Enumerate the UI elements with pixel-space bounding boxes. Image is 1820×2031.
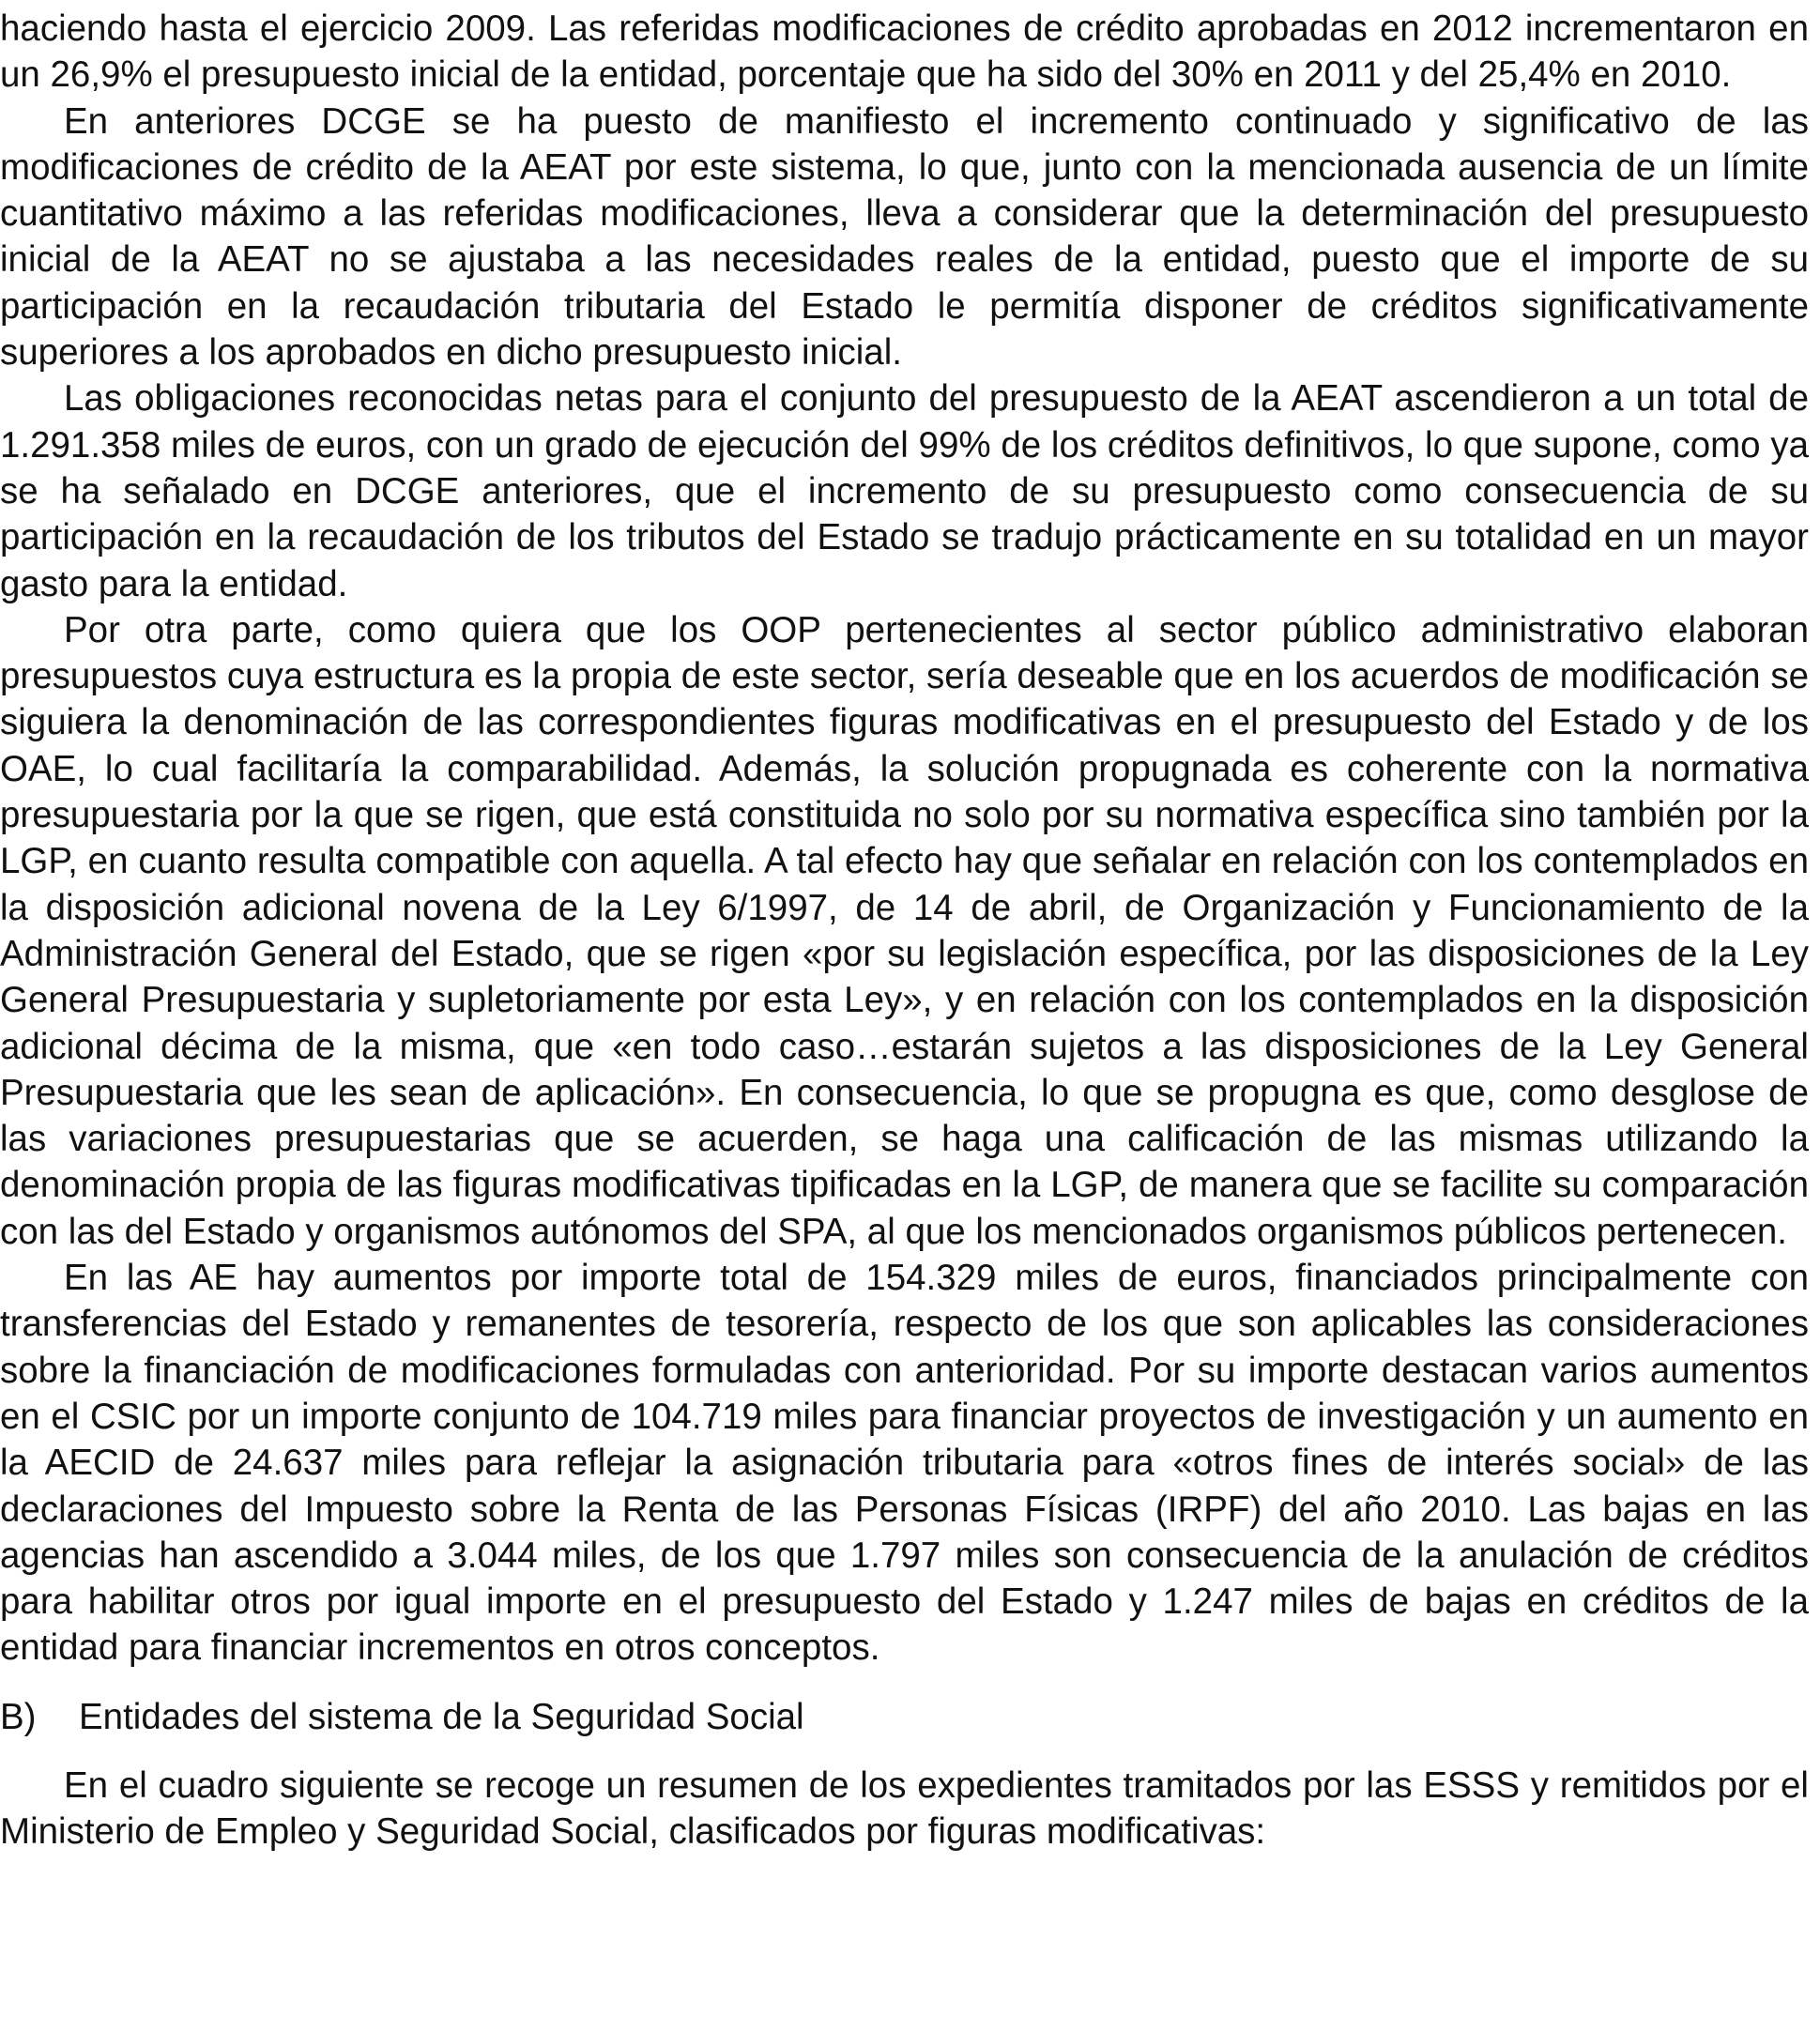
paragraph-continuation: haciendo hasta el ejercicio 2009. Las referidas modificaciones de crédito aprobadas en 2012 incrementaron en un 26,9% el presupuesto inicial de la entidad, porcentaje que ha sido del 30% en 2011 y del 25,4% en 2010.	[0, 8, 1809, 96]
paragraph-oop-budget-structure: Por otra parte, como quiera que los OOP pertenecientes al sector público administrativo elaboran presupuestos cuya estructura es la propia de este sector, sería deseable que en los acuerdos de modificación se siguiera la denominación de las correspondientes figuras modificativas en el presupuesto del Estado y de los OAE, lo cual facilitaría la comparabilidad. Además, la solución propugnada es coherente con la normativa presupuestaria por la que se rigen, que está constituida no solo por su normativa específica sino también por la LGP, en cuanto resulta compatible con aquella. A tal efecto hay que señalar en relación con los contemplados en la disposición adicional novena de la Ley 6/1997, de 14 de abril, de Organización y Funcionamiento de la Administración General del Estado, que se rigen «por su legislación específica, por las disposiciones de la Ley General Presupuestaria y supletoriamente por esta Ley», y en relación con los contemplados en la disposición adicional décima de la misma, que «en todo caso…estarán sujetos a las disposiciones de la Ley General Presupuestaria que les sean de aplicación». En consecuencia, lo que se propugna es que, como desglose de las variaciones presupuestarias que se acuerden, se haga una calificación de las mismas utilizando la denominación propia de las figuras modificativas tipificadas en la LGP, de manera que se facilite su comparación con las del Estado y organismos autónomos del SPA, al que los mencionados organismos públicos pertenecen.	[0, 609, 1809, 1252]
paragraph-agencies-increases: En las AE hay aumentos por importe total de 154.329 miles de euros, financiados principalmente con transferencias del Estado y remanentes de tesorería, respecto de los que son aplicables las consideraciones sobre la financiación de modificaciones formuladas con anterioridad. Por su importe destacan varios aumentos en el CSIC por un importe conjunto de 104.719 miles para financiar proyectos de investigación y un aumento en la AECID de 24.637 miles para reflejar la asignación tributaria para «otros fines de interés social» de las declaraciones del Impuesto sobre la Renta de las Personas Físicas (IRPF) del año 2010. Las bajas en las agencias han ascendido a 3.044 miles, de los que 1.797 miles son consecuencia de la anulación de créditos para habilitar otros por igual importe en el presupuesto del Estado y 1.247 miles de bajas en créditos de la entidad para financiar incrementos en otros conceptos.	[0, 1258, 1809, 1669]
section-heading-text: Entidades del sistema de la Seguridad Social	[79, 1696, 804, 1737]
section-heading	[0, 1694, 1809, 1740]
section-heading-marker: B)	[0, 1696, 37, 1737]
paragraph-aeat-modifications: En anteriores DCGE se ha puesto de manifiesto el incremento continuado y significativo de las modificaciones de crédito de la AEAT por este sistema, lo que, junto con la mencionada ausencia de un límite cuantitativo máximo a las referidas modificaciones, lleva a considerar que la determinación del presupuesto inicial de la AEAT no se ajustaba a las necesidades reales de la entidad, puesto que el importe de su participación en la recaudación tributaria del Estado le permitía disponer de créditos significativamente superiores a los aprobados en dicho presupuesto inicial.	[0, 100, 1809, 374]
paragraph-esss-summary: En el cuadro siguiente se recoge un resumen de los expedientes tramitados por las ESSS y remitidos por el Ministerio de Empleo y Seguridad Social, clasificados por figuras modificativas:	[0, 1764, 1809, 1853]
paragraph-aeat-obligations: Las obligaciones reconocidas netas para el conjunto del presupuesto de la AEAT ascendieron a un total de 1.291.358 miles de euros, con un grado de ejecución del 99% de los créditos definitivos, lo que supone, como ya se ha señalado en DCGE anteriores, que el incremento de su presupuesto como consecuencia de su participación en la recaudación de los tributos del Estado se tradujo prácticamente en su totalidad en un mayor gasto para la entidad.	[0, 378, 1809, 604]
